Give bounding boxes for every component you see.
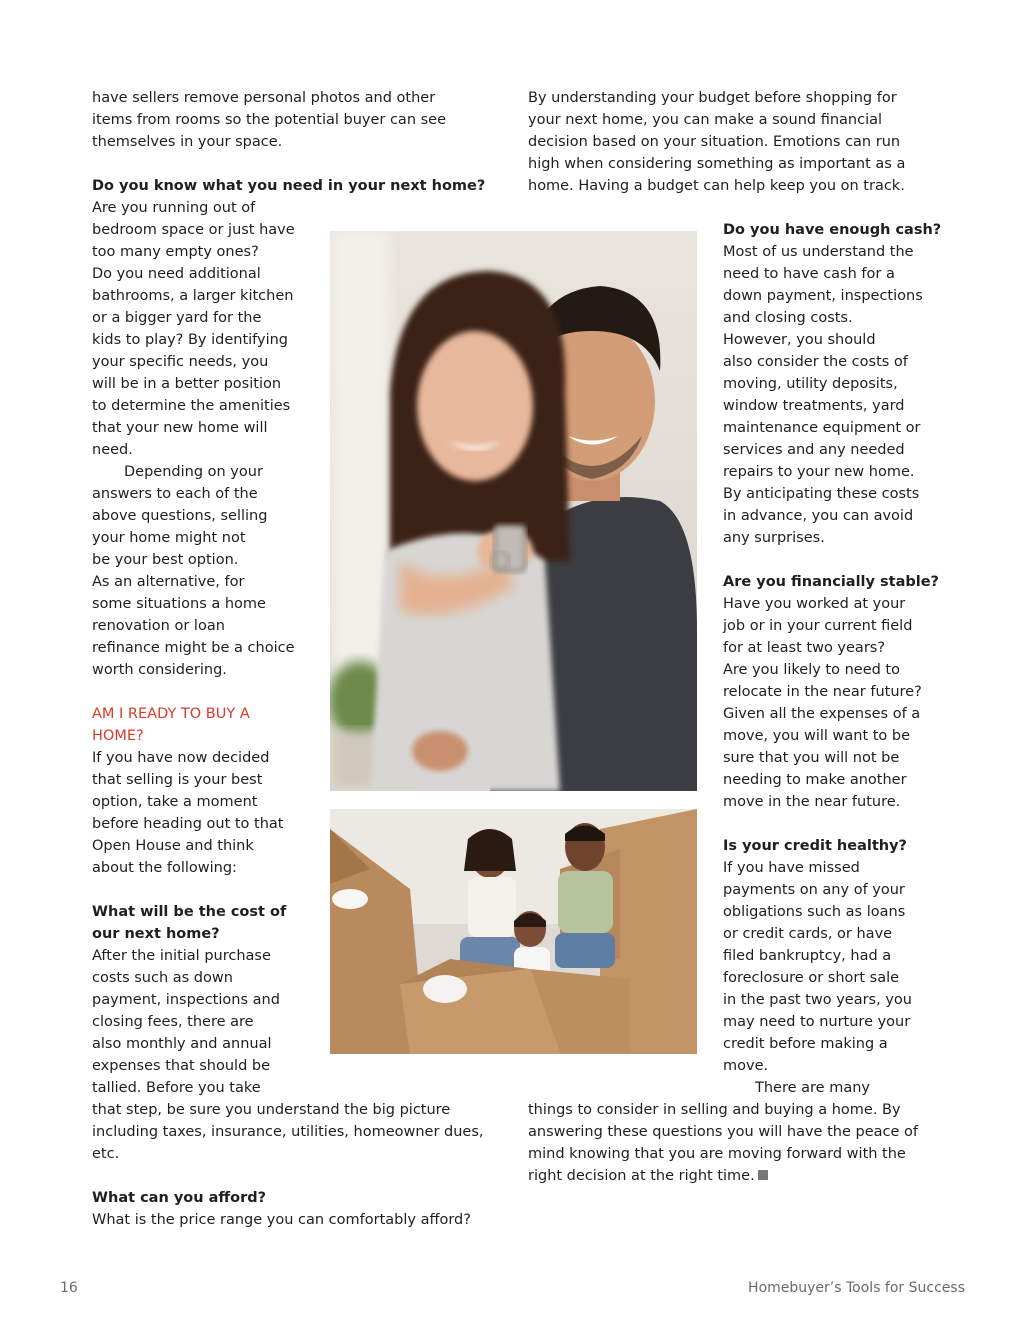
- body-text-line: themselves in your space.: [92, 134, 283, 150]
- body-text-line: payment, inspections and: [92, 992, 280, 1008]
- body-text-line: However, you should: [723, 332, 876, 348]
- body-text-line: high when considering something as important as a: [528, 156, 906, 172]
- body-text-line: be your best option.: [92, 552, 239, 568]
- body-text-line: items from rooms so the potential buyer can see: [92, 112, 447, 128]
- question-heading-cash: Do you have enough cash?: [723, 222, 942, 238]
- body-text-line: answers to each of the: [92, 486, 258, 502]
- end-of-article-mark: [758, 1170, 768, 1180]
- body-text-line: bathrooms, a larger kitchen: [92, 288, 294, 304]
- body-text-line: before heading out to that: [92, 816, 284, 832]
- question-heading-credit: Is your credit healthy?: [723, 838, 907, 854]
- body-text-line: Have you worked at your: [723, 596, 906, 612]
- body-text-line: also monthly and annual: [92, 1036, 272, 1052]
- body-text-line: kids to play? By identifying: [92, 332, 289, 348]
- body-text-line: If you have missed: [723, 860, 860, 876]
- body-text-line: Open House and think: [92, 838, 254, 854]
- body-text-line: down payment, inspections: [723, 288, 923, 304]
- body-text-line: worth considering.: [92, 662, 227, 678]
- body-text-line: or credit cards, or have: [723, 926, 893, 942]
- body-text-line: expenses that should be: [92, 1058, 271, 1074]
- question-heading-cost: our next home?: [92, 926, 220, 942]
- body-text-line: your home might not: [92, 530, 246, 546]
- body-text-line: relocate in the near future?: [723, 684, 922, 700]
- body-text-line: move, you will want to be: [723, 728, 911, 744]
- body-text-line: moving, utility deposits,: [723, 376, 898, 392]
- body-text-line: By anticipating these costs: [723, 486, 920, 502]
- body-text-line: decision based on your situation. Emotions can run: [528, 134, 901, 150]
- body-text-line: costs such as down: [92, 970, 233, 986]
- body-text-line: If you have now decided: [92, 750, 270, 766]
- body-text-line: After the initial purchase: [92, 948, 271, 964]
- body-text-line: filed bankruptcy, had a: [723, 948, 892, 964]
- body-text-line: bedroom space or just have: [92, 222, 295, 238]
- question-heading-afford: What can you afford?: [92, 1190, 267, 1206]
- body-text-line: mind knowing that you are moving forward with the: [528, 1146, 906, 1162]
- body-text-line: closing fees, there are: [92, 1014, 254, 1030]
- body-text-line: job or in your current field: [723, 618, 913, 634]
- question-heading-cost: What will be the cost of: [92, 904, 287, 920]
- body-text-line: payments on any of your: [723, 882, 905, 898]
- body-text-line: credit before making a: [723, 1036, 888, 1052]
- body-text-line: too many empty ones?: [92, 244, 259, 260]
- body-text-line: may need to nurture your: [723, 1014, 911, 1030]
- body-text-line: As an alternative, for: [92, 574, 245, 590]
- couple-with-house-keys-photo: [330, 231, 697, 791]
- body-text-line: or a bigger yard for the: [92, 310, 262, 326]
- body-text-line: in advance, you can avoid: [723, 508, 914, 524]
- body-text-line: Are you likely to need to: [723, 662, 900, 678]
- body-text-line: repairs to your new home.: [723, 464, 915, 480]
- section-heading-ready-to-buy: AM I READY TO BUY A: [92, 706, 250, 722]
- body-text-line: for at least two years?: [723, 640, 886, 656]
- body-text-line: that step, be sure you understand the big picture: [92, 1102, 451, 1118]
- body-text-line: By understanding your budget before shopping for: [528, 90, 897, 106]
- body-text-line: your next home, you can make a sound financial: [528, 112, 883, 128]
- body-text-line: maintenance equipment or: [723, 420, 921, 436]
- body-text-line: services and any needed: [723, 442, 905, 458]
- body-text-line: obligations such as loans: [723, 904, 906, 920]
- body-text-line: Most of us understand the: [723, 244, 914, 260]
- body-text-line: any surprises.: [723, 530, 825, 546]
- page-number: 16: [60, 1280, 78, 1296]
- body-text-line: Do you need additional: [92, 266, 261, 282]
- body-text-line: also consider the costs of: [723, 354, 908, 370]
- body-text-line: etc.: [92, 1146, 120, 1162]
- body-text-line: option, take a moment: [92, 794, 258, 810]
- family-photo-illustration: [330, 809, 697, 1054]
- body-text-line: needing to make another: [723, 772, 907, 788]
- body-text-line: your specific needs, you: [92, 354, 269, 370]
- body-text-line: including taxes, insurance, utilities, homeowner dues,: [92, 1124, 484, 1140]
- body-text-line: will be in a better position: [92, 376, 282, 392]
- body-text-line: Given all the expenses of a: [723, 706, 921, 722]
- body-text-line: that your new home will: [92, 420, 268, 436]
- body-text-line: tallied. Before you take: [92, 1080, 261, 1096]
- body-text-line: home. Having a budget can help keep you on track.: [528, 178, 905, 194]
- body-text-line: that selling is your best: [92, 772, 263, 788]
- body-text-line: have sellers remove personal photos and other: [92, 90, 436, 106]
- body-text-line: move in the near future.: [723, 794, 901, 810]
- body-text-line: to determine the amenities: [92, 398, 291, 414]
- body-text-line: move.: [723, 1058, 769, 1074]
- family-with-moving-boxes-photo: [330, 809, 697, 1054]
- body-text-line: There are many: [755, 1080, 870, 1096]
- body-text-line: in the past two years, you: [723, 992, 912, 1008]
- body-text-line: above questions, selling: [92, 508, 268, 524]
- body-text-line: renovation or loan: [92, 618, 225, 634]
- body-text-line: things to consider in selling and buying a home. By: [528, 1102, 901, 1118]
- body-text-line: about the following:: [92, 860, 237, 876]
- question-heading-needs: Do you know what you need in your next home?: [92, 178, 486, 194]
- section-heading-ready-to-buy: HOME?: [92, 728, 144, 744]
- body-text-line: Depending on your: [124, 464, 263, 480]
- body-text-line: right decision at the right time.: [528, 1168, 755, 1184]
- body-text-line: foreclosure or short sale: [723, 970, 900, 986]
- body-text-line: need.: [92, 442, 133, 458]
- body-text-line: What is the price range you can comfortably afford?: [92, 1212, 471, 1228]
- couple-photo-illustration: [330, 231, 697, 791]
- publication-title: Homebuyer’s Tools for Success: [748, 1280, 965, 1296]
- body-text-line: some situations a home: [92, 596, 266, 612]
- body-text-line: refinance might be a choice: [92, 640, 295, 656]
- body-text-line: answering these questions you will have the peace of: [528, 1124, 918, 1140]
- body-text-line: Are you running out of: [92, 200, 256, 216]
- body-text-line: need to have cash for a: [723, 266, 895, 282]
- body-text-line: window treatments, yard: [723, 398, 905, 414]
- body-text-line: and closing costs.: [723, 310, 853, 326]
- body-text-last-line: [528, 1165, 768, 1187]
- question-heading-stable: Are you financially stable?: [723, 574, 939, 590]
- body-text-line: sure that you will not be: [723, 750, 900, 766]
